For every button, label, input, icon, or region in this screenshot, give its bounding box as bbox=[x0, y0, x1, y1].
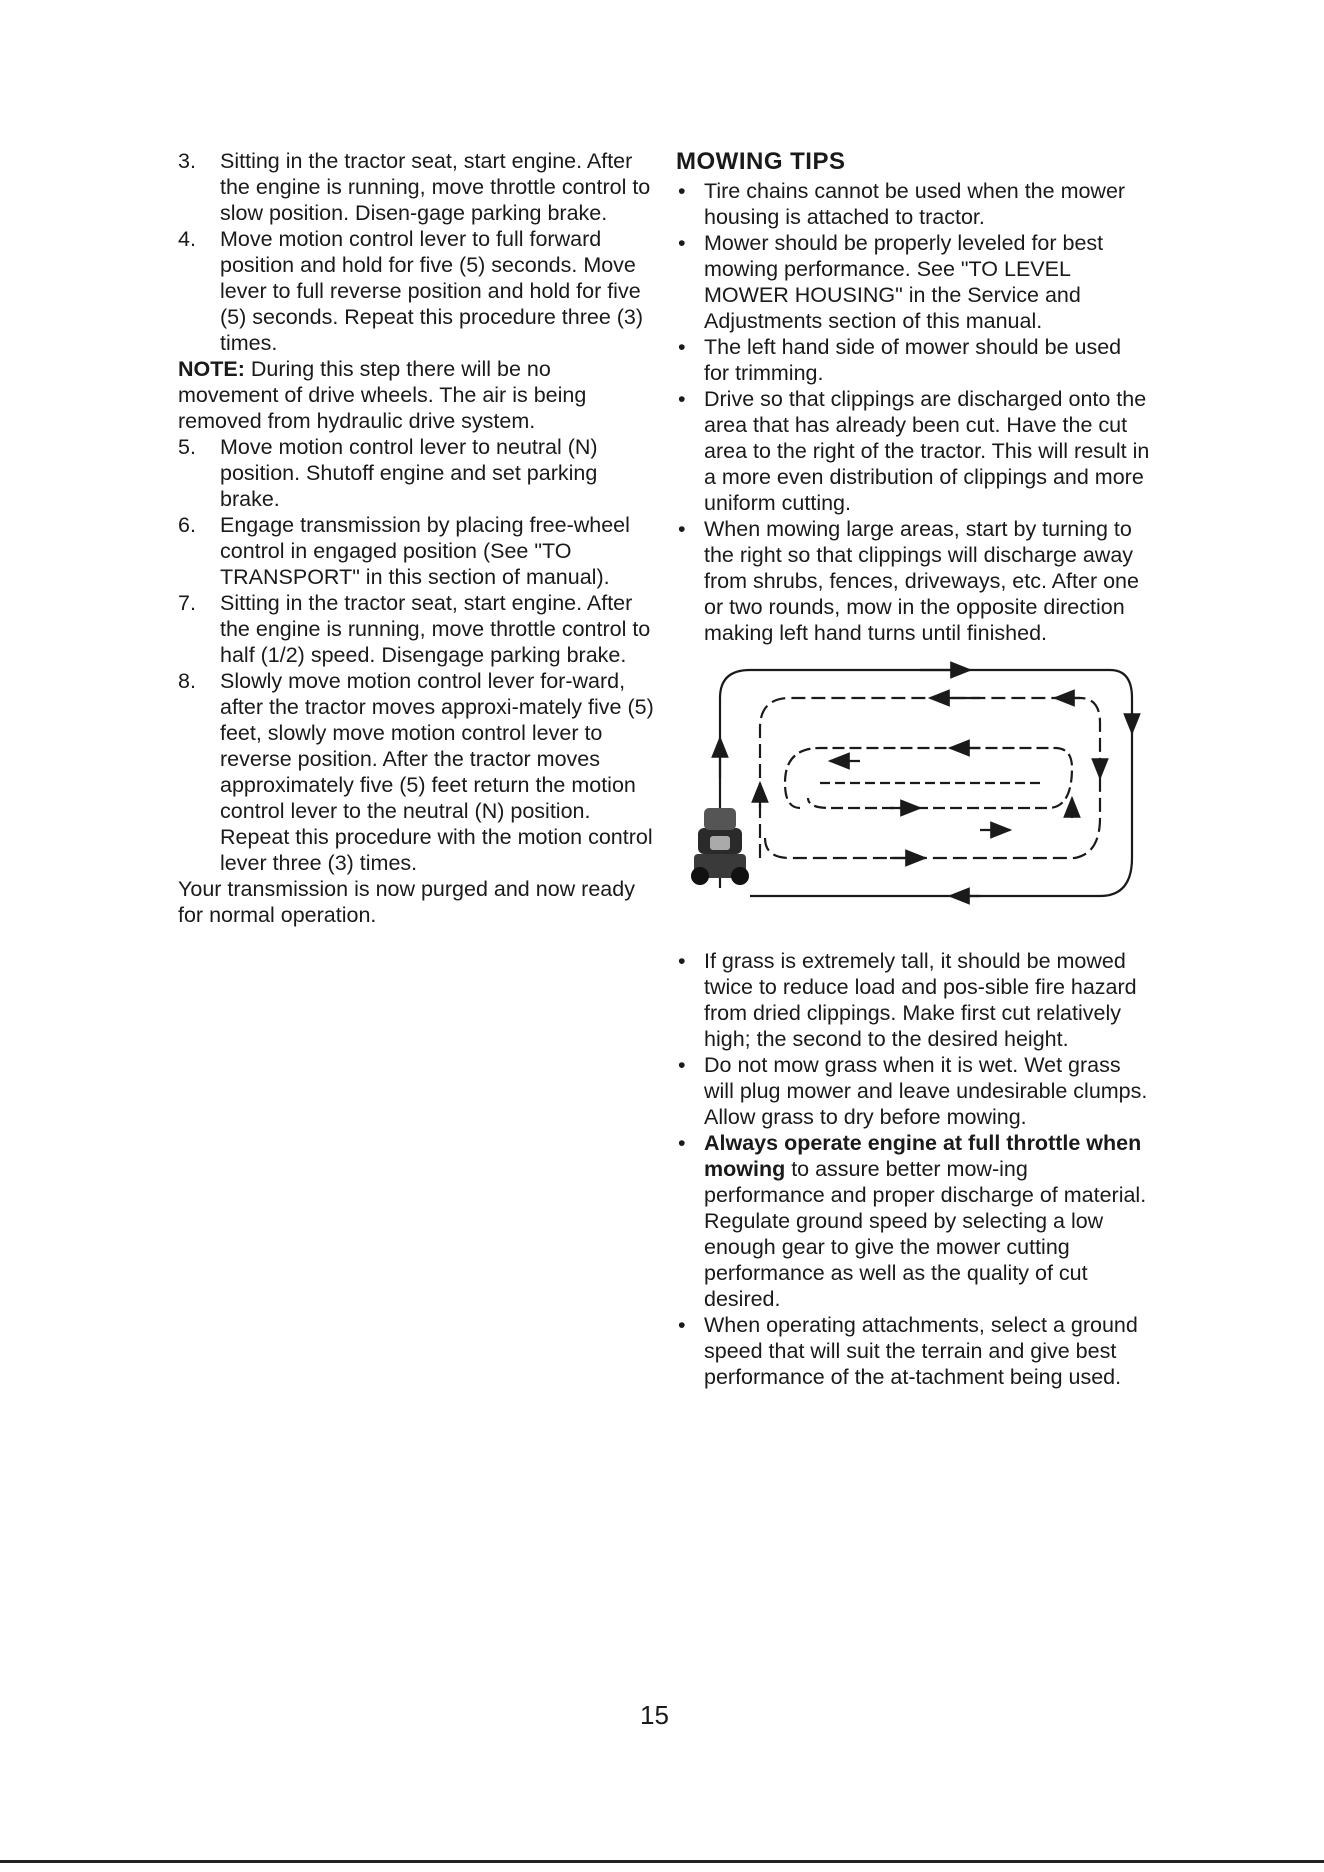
bullet-text: When operating attachments, select a ground speed that will suit the terrain and give best performance of the at-tachment being used. bbox=[704, 1313, 1138, 1389]
list-item bbox=[676, 1052, 1150, 1130]
list-item bbox=[676, 334, 1150, 386]
bullet-text: Always operate engine at full throttle when mowing to assure better mow-ing performance and proper discharge of material. Regulate ground speed by selecting a low enough gear to give the mower cutting performance as well as the quality of cut desired. bbox=[704, 1131, 1147, 1311]
note-label: NOTE: bbox=[178, 357, 245, 381]
bullet-text: The left hand side of mower should be used for trimming. bbox=[704, 335, 1122, 385]
step-number: 3. bbox=[178, 149, 196, 173]
bullet-icon: • bbox=[678, 387, 686, 411]
bullet-text: Tire chains cannot be used when the mower housing is attached to tractor. bbox=[704, 179, 1126, 229]
step-number: 5. bbox=[178, 435, 196, 459]
step-text: Engage transmission by placing free-wheel control in engaged position (See "TO TRANSPORT" in this section of manual). bbox=[220, 513, 630, 589]
step-text: Move motion control lever to full forward position and hold for five (5) seconds. Move lever to full reverse position and hold for five (5) seconds. Repeat this procedure three (3) times. bbox=[220, 227, 644, 355]
page-number: 15 bbox=[640, 1700, 669, 1730]
list-item bbox=[676, 1312, 1150, 1390]
left-column bbox=[178, 148, 656, 928]
step-number: 7. bbox=[178, 591, 196, 615]
bullet-text: If grass is extremely tall, it should be mowed twice to reduce load and pos-sible fire hazard from dried clippings. Make first cut relatively high; the second to the desired height. bbox=[704, 949, 1137, 1051]
closing-paragraph: Your transmission is now purged and now ready for normal operation. bbox=[178, 877, 635, 927]
step-6 bbox=[178, 512, 656, 590]
step-number: 8. bbox=[178, 669, 196, 693]
list-item bbox=[676, 516, 1150, 646]
right-column bbox=[676, 148, 1150, 1390]
bullet-icon: • bbox=[678, 949, 686, 973]
bottom-rule bbox=[0, 1860, 1324, 1863]
bullet-icon: • bbox=[678, 1053, 686, 1077]
step-text: Sitting in the tractor seat, start engine. After the engine is running, move throttle control to half (1/2) speed. Disengage parking brake. bbox=[220, 591, 651, 667]
bullet-text: Drive so that clippings are discharged onto the area that has already been cut. Have the cut area to the right of the tractor. This will result in a more even distribution of clippings and more uniform cutting. bbox=[704, 387, 1150, 515]
list-item bbox=[676, 1130, 1150, 1312]
bullet-text: Mower should be properly leveled for best mowing performance. See "TO LEVEL MOWER HOUSING" in the Service and Adjustments section of this manual. bbox=[704, 231, 1104, 333]
step-8 bbox=[178, 668, 656, 876]
list-item bbox=[676, 948, 1150, 1052]
bullet-icon: • bbox=[678, 179, 686, 203]
bullet-text: Do not mow grass when it is wet. Wet grass will plug mower and leave undesirable clumps. Allow grass to dry before mowing. bbox=[704, 1053, 1148, 1129]
section-heading: MOWING TIPS bbox=[676, 148, 846, 175]
bullet-icon: • bbox=[678, 1313, 686, 1337]
note-text: During this step there will be no movement of drive wheels. The air is being removed from hydraulic drive system. bbox=[178, 357, 587, 433]
step-text: Slowly move motion control lever for-ward, after the tractor moves approxi-mately five (5) feet, slowly move motion control lever to reverse position. After the tractor moves approximately five (5) feet return the motion control lever to the neutral (N) position. Repeat this procedure with the motion control lever three (3) times. bbox=[220, 669, 654, 875]
mowing-pattern-diagram bbox=[680, 658, 1150, 918]
step-4 bbox=[178, 226, 656, 356]
tractor-icon bbox=[691, 808, 749, 885]
step-text: Move motion control lever to neutral (N) position. Shutoff engine and set parking brake. bbox=[220, 435, 598, 511]
bullet-icon: • bbox=[678, 517, 686, 541]
note-paragraph bbox=[178, 356, 656, 434]
bullet-icon: • bbox=[678, 1131, 686, 1155]
step-number: 4. bbox=[178, 227, 196, 251]
step-text: Sitting in the tractor seat, start engine. After the engine is running, move throttle control to slow position. Disen-gage parking brake. bbox=[220, 149, 651, 225]
emphasis-text: Always operate engine at full throttle when mowing bbox=[704, 1131, 1142, 1181]
step-7 bbox=[178, 590, 656, 668]
second-path bbox=[760, 698, 1100, 858]
list-item bbox=[676, 230, 1150, 334]
bullet-icon: • bbox=[678, 335, 686, 359]
step-3 bbox=[178, 148, 656, 226]
step-5 bbox=[178, 434, 656, 512]
list-item bbox=[676, 386, 1150, 516]
bullet-text: When mowing large areas, start by turning to the right so that clippings will discharge away from shrubs, fences, driveways, etc. After one or two rounds, mow in the opposite direction making left hand turns until finished. bbox=[704, 517, 1139, 645]
step-number: 6. bbox=[178, 513, 196, 537]
bullet-icon: • bbox=[678, 231, 686, 255]
list-item bbox=[676, 178, 1150, 230]
third-path bbox=[785, 748, 1072, 808]
